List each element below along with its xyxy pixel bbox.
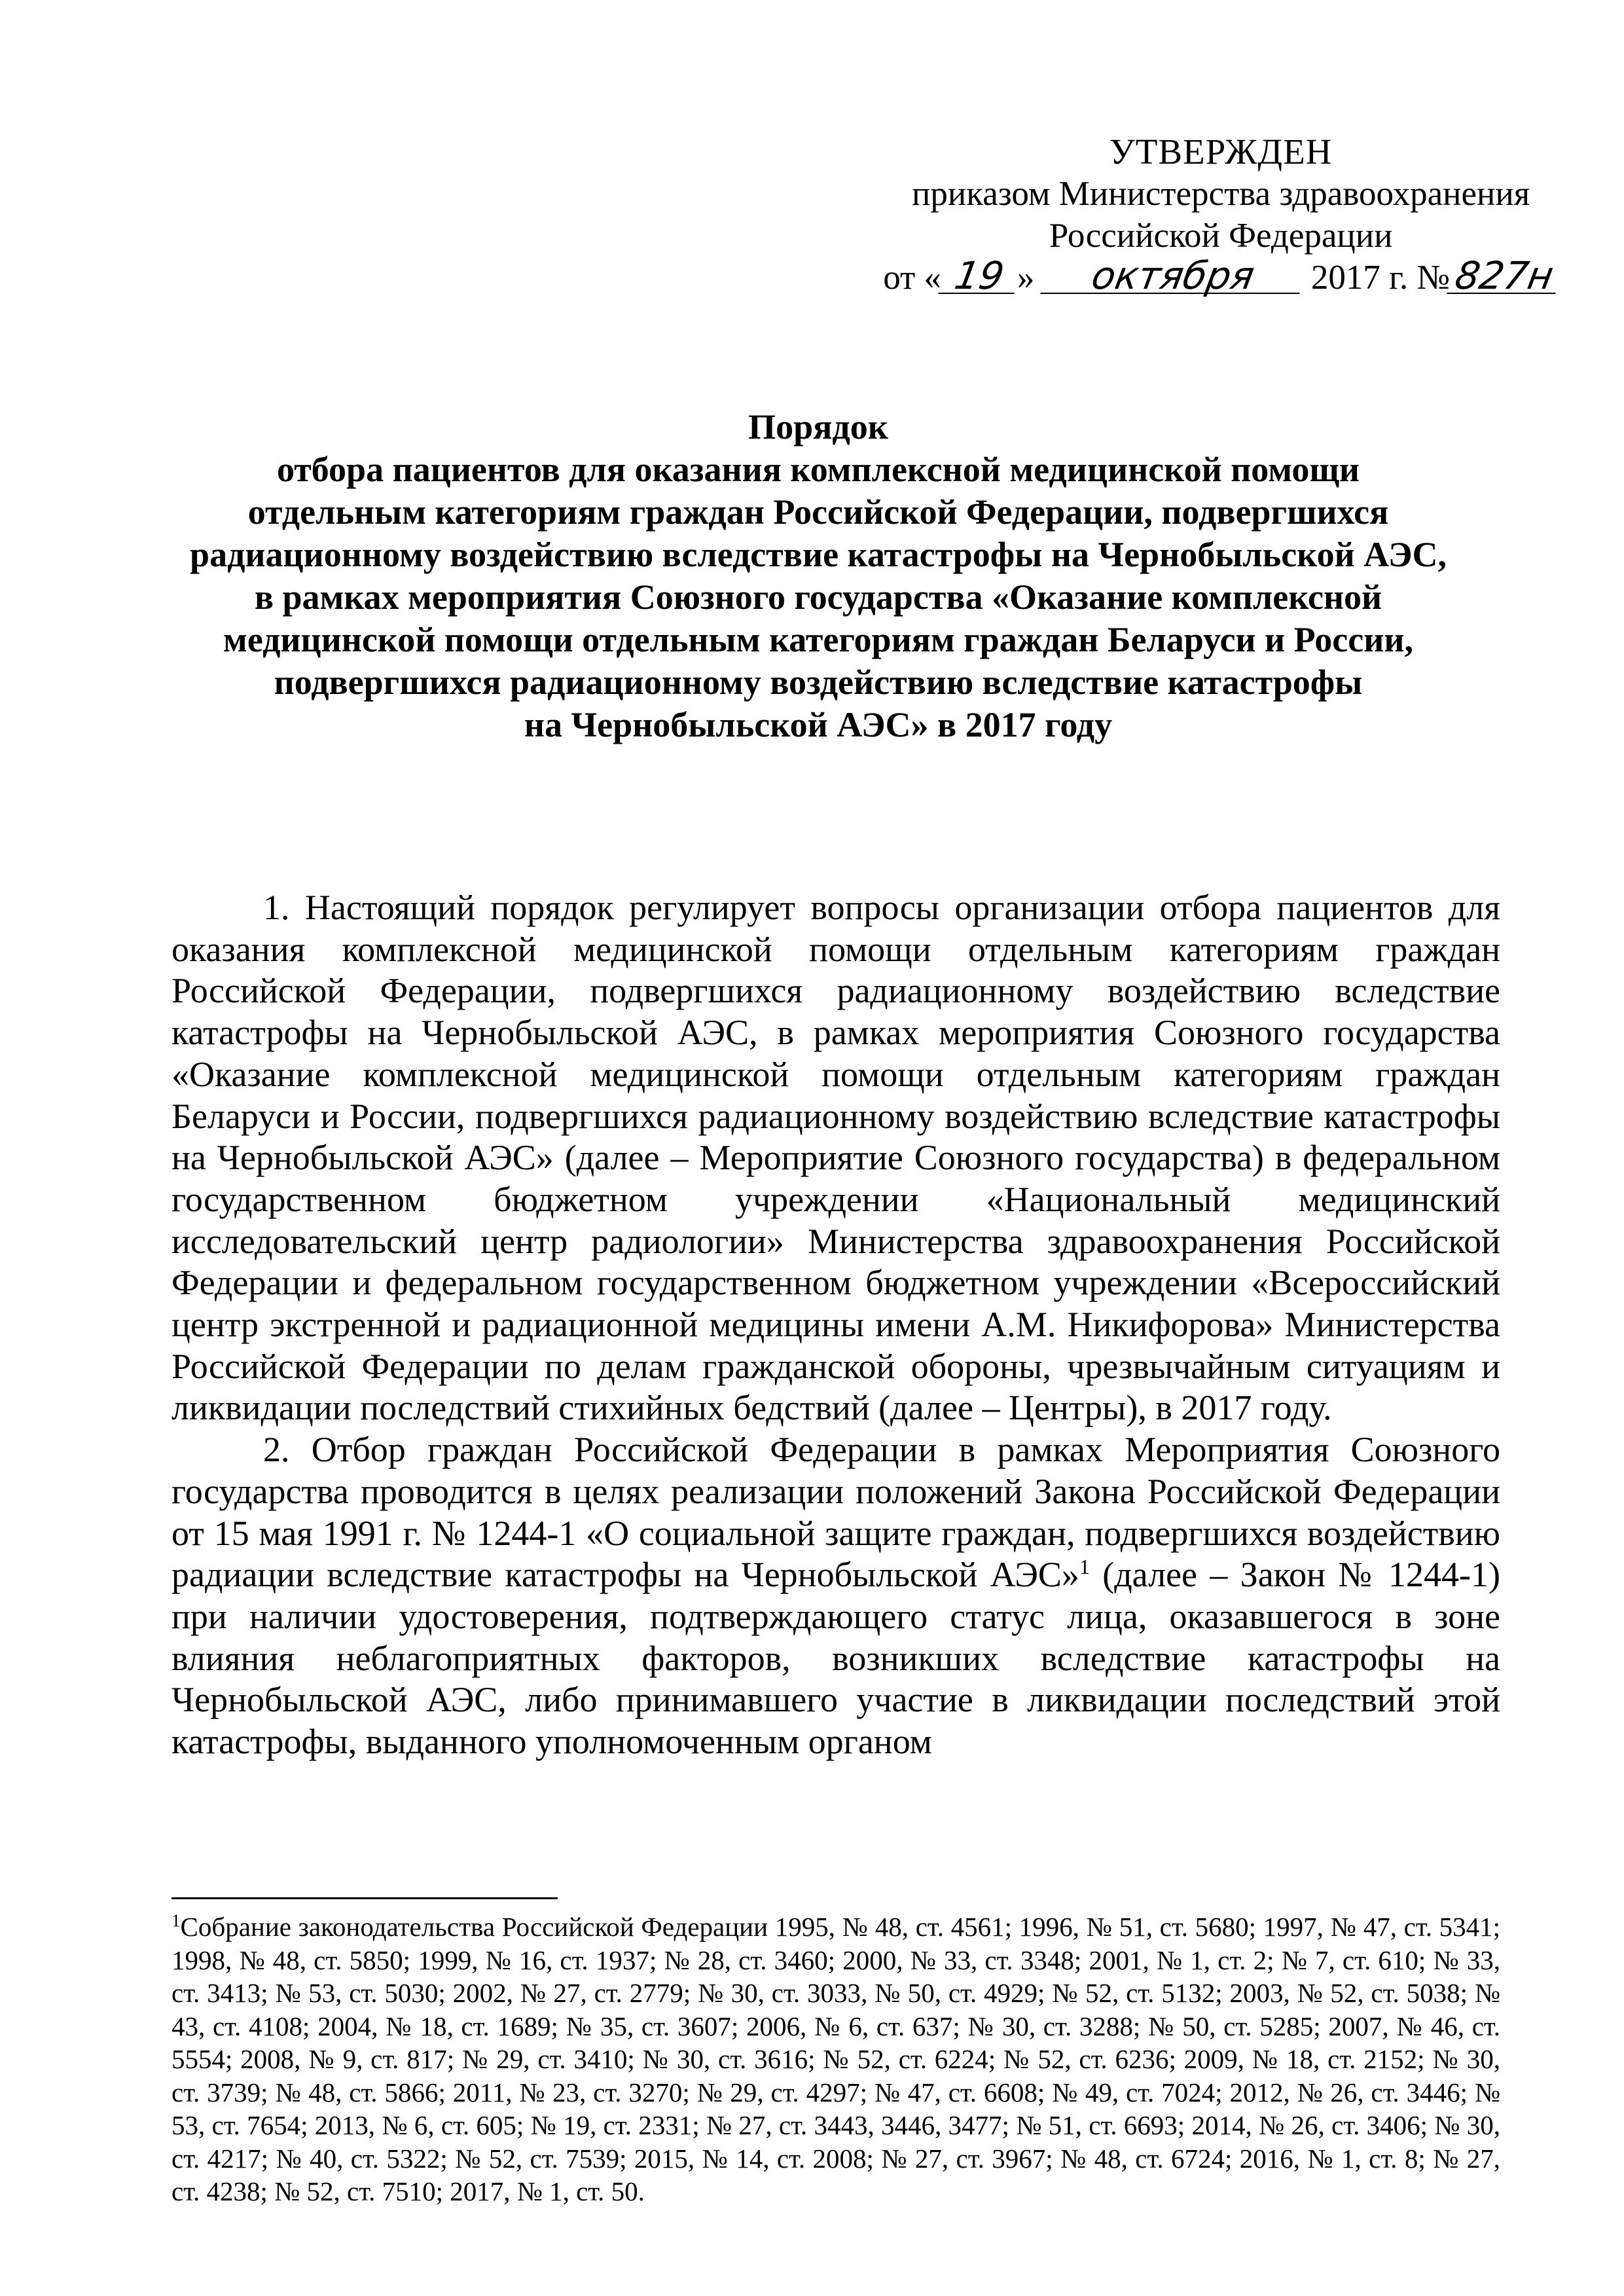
date-year: 2017 г. xyxy=(1310,259,1409,297)
footnote-reference: 1 xyxy=(1079,1555,1090,1579)
handwritten-month: октября xyxy=(1040,259,1306,294)
paragraph-2 xyxy=(171,1429,1500,1763)
title-line: подвергшихся радиационному воздействию вследствие катастрофы xyxy=(274,663,1363,702)
title-line: отбора пациентов для оказания комплексной медицинской помощи xyxy=(276,450,1360,489)
title-line: в рамках мероприятия Союзного государства «Оказание комплексной xyxy=(254,577,1382,617)
approval-line-ministry: приказом Министерства здравоохранения xyxy=(912,175,1530,213)
title-line: радиационному воздействию вследствие катастрофы на Чернобыльской АЭС, xyxy=(190,535,1447,574)
paragraph-2-text-end: (далее – Закон № 1244-1) при наличии удостоверения, подтверждающего статус лица, оказавшегося в зоне влияния неблагоприятных факторов, возникших вследствие катастрофы на Чернобыльской АЭС, либо принимавшего участие в ликвидации последствий этой катастрофы, выданного уполномоченным органом xyxy=(171,1555,1500,1762)
footnote-text: Собрание законодательства Российской Федерации 1995, № 48, ст. 4561; 1996, № 51, ст. 5680; 1997, № 47, ст. 5341; 1998, № 48, ст. 5850; 1999, № 16, ст. 1937; № 28, ст. 3460; 2000, № 33, ст. 3348; 2001, № 1, ст. 2; № 7, ст. 610; № 33, ст. 3413; № 53, ст. 5030; 2002, № 27, ст. 2779; № 30, ст. 3033, № 50, ст. 4929; № 52, ст. 5132; 2003, № 52, ст. 5038; № 43, ст. 4108; 2004, № 18, ст. 1689; № 35, ст. 3607; 2006, № 6, ст. 637; № 30, ст. 3288; № 50, ст. 5285; 2007, № 46, ст. 5554; 2008, № 9, ст. 817; № 29, ст. 3410; № 30, ст. 3616; № 52, ст. 6224; № 52, ст. 6236; 2009, № 18, ст. 2152; № 30, ст. 3739; № 48, ст. 5866; 2011, № 23, ст. 3270; № 29, ст. 4297; № 47, ст. 6608; № 49, ст. 7024; 2012, № 26, ст. 3446; № 53, ст. 7654; 2013, № 6, ст. 605; № 19, ст. 2331; № 27, ст. 3443, 3446, 3477; № 51, ст. 6693; 2014, № 26, ст. 3406; № 30, ст. 4217; № 40, ст. 5322; № 52, ст. 7539; 2015, № 14, ст. 2008; № 27, ст. 3967; № 48, ст. 6724; 2016, № 1, ст. 8; № 27, ст. 4238; № 52, ст. 7510; 2017, № 1, ст. 50. xyxy=(171,1912,1500,2206)
approval-block xyxy=(883,131,1559,299)
date-prefix: от « xyxy=(883,259,941,297)
title-heading: Порядок xyxy=(748,407,888,446)
title-line: на Чернобыльской АЭС» в 2017 году xyxy=(524,705,1113,744)
paragraph-2-text-start: 2. Отбор граждан Российской Федерации в рамках Мероприятия Союзного государства проводится в целях реализации положений Закона Российской Федерации от 15 мая 1991 г. № 1244-1 «О социальной защите граждан, подвергшихся воздействию радиации вследствие катастрофы на Чернобыльской АЭС» xyxy=(171,1430,1500,1595)
footnote-marker: 1 xyxy=(171,1910,181,1931)
number-prefix: № xyxy=(1416,259,1450,297)
approval-title: УТВЕРЖДЕН xyxy=(1109,132,1333,172)
document-body xyxy=(171,887,1500,1763)
title-line: медицинской помощи отдельным категориям граждан Беларуси и России, xyxy=(223,620,1413,659)
handwritten-day: 19 xyxy=(938,259,1020,294)
approval-line-country: Российской Федерации xyxy=(1049,217,1393,255)
footnote-divider xyxy=(171,1897,558,1899)
date-quote-close: » xyxy=(1017,259,1035,297)
paragraph-1: 1. Настоящий порядок регулирует вопросы организации отбора пациентов для оказания комплексной медицинской помощи отдельным категориям граждан Российской Федерации, подвергшихся радиационному воздействию вследствие катастрофы на Чернобыльской АЭС, в рамках мероприятия Союзного государства «Оказание комплексной медицинской помощи отдельным категориям граждан Беларуси и России, подвергшихся радиационному воздействию вследствие катастрофы на Чернобыльской АЭС» (далее – Мероприятие Союзного государства) в федеральном государственном бюджетном учреждении «Национальный медицинский исследовательский центр радиологии» Министерства здравоохранения Российской Федерации и федеральном государственном бюджетном учреждении «Всероссийский центр экстренной и радиационной медицины имени А.М. Никифорова» Министерства Российской Федерации по делам гражданской обороны, чрезвычайным ситуациям и ликвидации последствий стихийных бедствий (далее – Центры), в 2017 году. xyxy=(171,888,1500,1428)
document-title xyxy=(164,406,1473,746)
handwritten-order-number: 827н xyxy=(1447,259,1562,294)
footnote xyxy=(171,1910,1500,2208)
title-line: отдельным категориям граждан Российской Федерации, подвергшихся xyxy=(247,492,1389,532)
approval-date-line xyxy=(883,253,1559,299)
